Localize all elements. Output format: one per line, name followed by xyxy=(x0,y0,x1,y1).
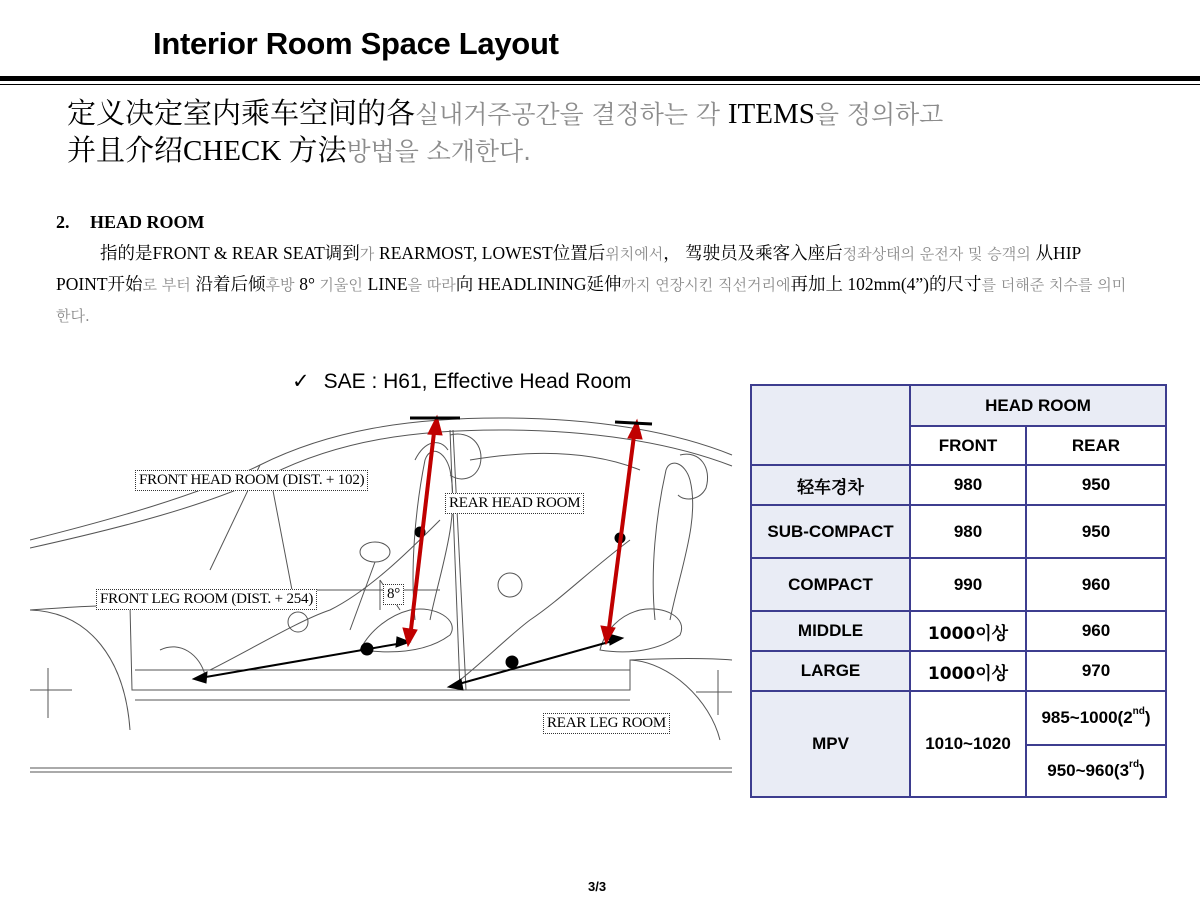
rear-leg-room-point xyxy=(506,656,518,668)
sae-reference xyxy=(292,369,631,394)
cell-front: 990 xyxy=(910,558,1026,611)
front-head-room-label: FRONT HEAD ROOM (DIST. + 102) xyxy=(135,470,368,491)
row-label: MIDDLE xyxy=(751,611,910,651)
ordinal-suffix: rd xyxy=(1129,759,1140,770)
arrow-head xyxy=(448,679,463,690)
rear-head-room-label: REAR HEAD ROOM xyxy=(445,493,584,514)
row-label: LARGE xyxy=(751,651,910,691)
para-seg: 沿着后倾 xyxy=(195,274,266,294)
section-title: HEAD ROOM xyxy=(90,212,205,232)
rear-window-line xyxy=(470,453,640,470)
front-leg-room-label: FRONT LEG ROOM (DIST. + 254) xyxy=(96,589,317,610)
cell-front: 1010~1020 xyxy=(910,691,1026,797)
intro-kr-3: 방법을 소개한다. xyxy=(346,137,532,166)
col-rear-header: REAR xyxy=(1026,426,1166,465)
row-label: MPV xyxy=(751,691,910,797)
front-head-room-arrow xyxy=(410,424,435,638)
section-heading xyxy=(56,212,205,233)
rear-occupant-head xyxy=(678,454,708,499)
para-seg: 기울인 xyxy=(319,276,368,294)
rear-knee xyxy=(498,573,522,597)
row-label: 轻车경차 xyxy=(751,465,910,505)
para-seg: 를 더해준 치수를 의미한다. xyxy=(56,276,1127,325)
para-seg: ， 驾驶员及乘客入座后 xyxy=(663,243,843,263)
table-group-header: HEAD ROOM xyxy=(910,385,1166,426)
cell-front: 980 xyxy=(910,465,1026,505)
cell-rear: 970 xyxy=(1026,651,1166,691)
rear-leg-room-label: REAR LEG ROOM xyxy=(543,713,670,734)
cell-front: 1000이상 xyxy=(910,611,1026,651)
rear-leg-room-arrow xyxy=(455,640,616,685)
para-seg: 을 따라 xyxy=(407,276,456,294)
table-row xyxy=(751,691,1166,745)
title-rule xyxy=(0,76,1200,81)
rear-2nd-value: 985~1000(2 xyxy=(1041,708,1133,727)
table-corner xyxy=(751,385,910,465)
para-seg: 向 HEADLINING延伸 xyxy=(455,274,622,294)
sae-label: SAE : H61, Effective Head Room xyxy=(323,370,632,393)
section-number: 2. xyxy=(56,212,70,232)
headlining-mark xyxy=(615,422,652,424)
rear-seatback xyxy=(653,463,693,620)
intro-cn: 定义决定室内乘车空间的各 xyxy=(67,98,416,130)
check-icon: ✓ xyxy=(292,370,310,393)
arrow-head xyxy=(193,672,207,683)
para-seg: 从HIP POINT开始 xyxy=(56,243,1081,294)
front-foot xyxy=(160,647,205,675)
angle-label: 8° xyxy=(383,584,404,605)
para-seg: 위치에서 xyxy=(605,245,664,263)
row-label: SUB-COMPACT xyxy=(751,505,910,558)
car-interior-diagram xyxy=(30,400,735,780)
para-seg: 再加上 102mm(4”)的尺寸 xyxy=(790,274,982,294)
intro-text xyxy=(67,96,943,170)
front-leg-room-point xyxy=(361,643,373,655)
cell-rear: 950 xyxy=(1026,505,1166,558)
intro-items: ITEMS xyxy=(727,98,815,130)
cell-front: 980 xyxy=(910,505,1026,558)
title-rule-thin xyxy=(0,84,1200,85)
para-seg: REARMOST, LOWEST位置后 xyxy=(379,243,606,263)
paren: ) xyxy=(1139,761,1145,780)
table-row xyxy=(751,611,1166,651)
para-seg: 로 부터 xyxy=(142,276,196,294)
page-title: Interior Room Space Layout xyxy=(153,26,559,61)
para-seg: LINE xyxy=(367,274,408,294)
table-row xyxy=(751,465,1166,505)
para-seg: 가 xyxy=(359,245,380,263)
front-wheel-arch xyxy=(30,610,130,730)
lower-body xyxy=(30,606,732,690)
intro-line-2 xyxy=(67,133,943,170)
section-paragraph xyxy=(56,238,1136,331)
intro-line-1 xyxy=(67,96,943,133)
page-number: 3/3 xyxy=(588,879,607,894)
para-seg: 8° xyxy=(299,274,320,294)
head-room-table xyxy=(750,384,1167,798)
table-row xyxy=(751,505,1166,558)
ordinal-suffix: nd xyxy=(1132,706,1145,717)
intro-kr-2: 을 정의하고 xyxy=(814,100,944,129)
cell-rear: 960 xyxy=(1026,558,1166,611)
cell-front: 1000이상 xyxy=(910,651,1026,691)
rear-head-room-arrow xyxy=(608,428,635,636)
cell-rear: 950 xyxy=(1026,465,1166,505)
intro-cn-2: 并且介绍CHECK 方法 xyxy=(67,135,347,167)
col-front-header: FRONT xyxy=(910,426,1026,465)
rear-3rd-value: 950~960(3 xyxy=(1047,761,1130,780)
table-row xyxy=(751,651,1166,691)
table-row xyxy=(751,558,1166,611)
paren: ) xyxy=(1144,708,1151,727)
cell-rear: 960 xyxy=(1026,611,1166,651)
para-seg: 정좌상태의 운전자 및 승객의 xyxy=(842,245,1036,263)
front-knee xyxy=(288,612,308,632)
steering-wheel xyxy=(360,542,390,562)
cell-rear-2nd xyxy=(1026,691,1166,745)
cell-rear-3rd xyxy=(1026,745,1166,797)
para-seg: 指的是FRONT & REAR SEAT调到 xyxy=(100,243,360,263)
intro-kr: 실내거주공간을 결정하는 각 xyxy=(415,100,728,129)
para-seg: 후방 xyxy=(265,276,300,294)
para-seg: 까지 연장시킨 직선거리에 xyxy=(621,276,791,294)
row-label: COMPACT xyxy=(751,558,910,611)
